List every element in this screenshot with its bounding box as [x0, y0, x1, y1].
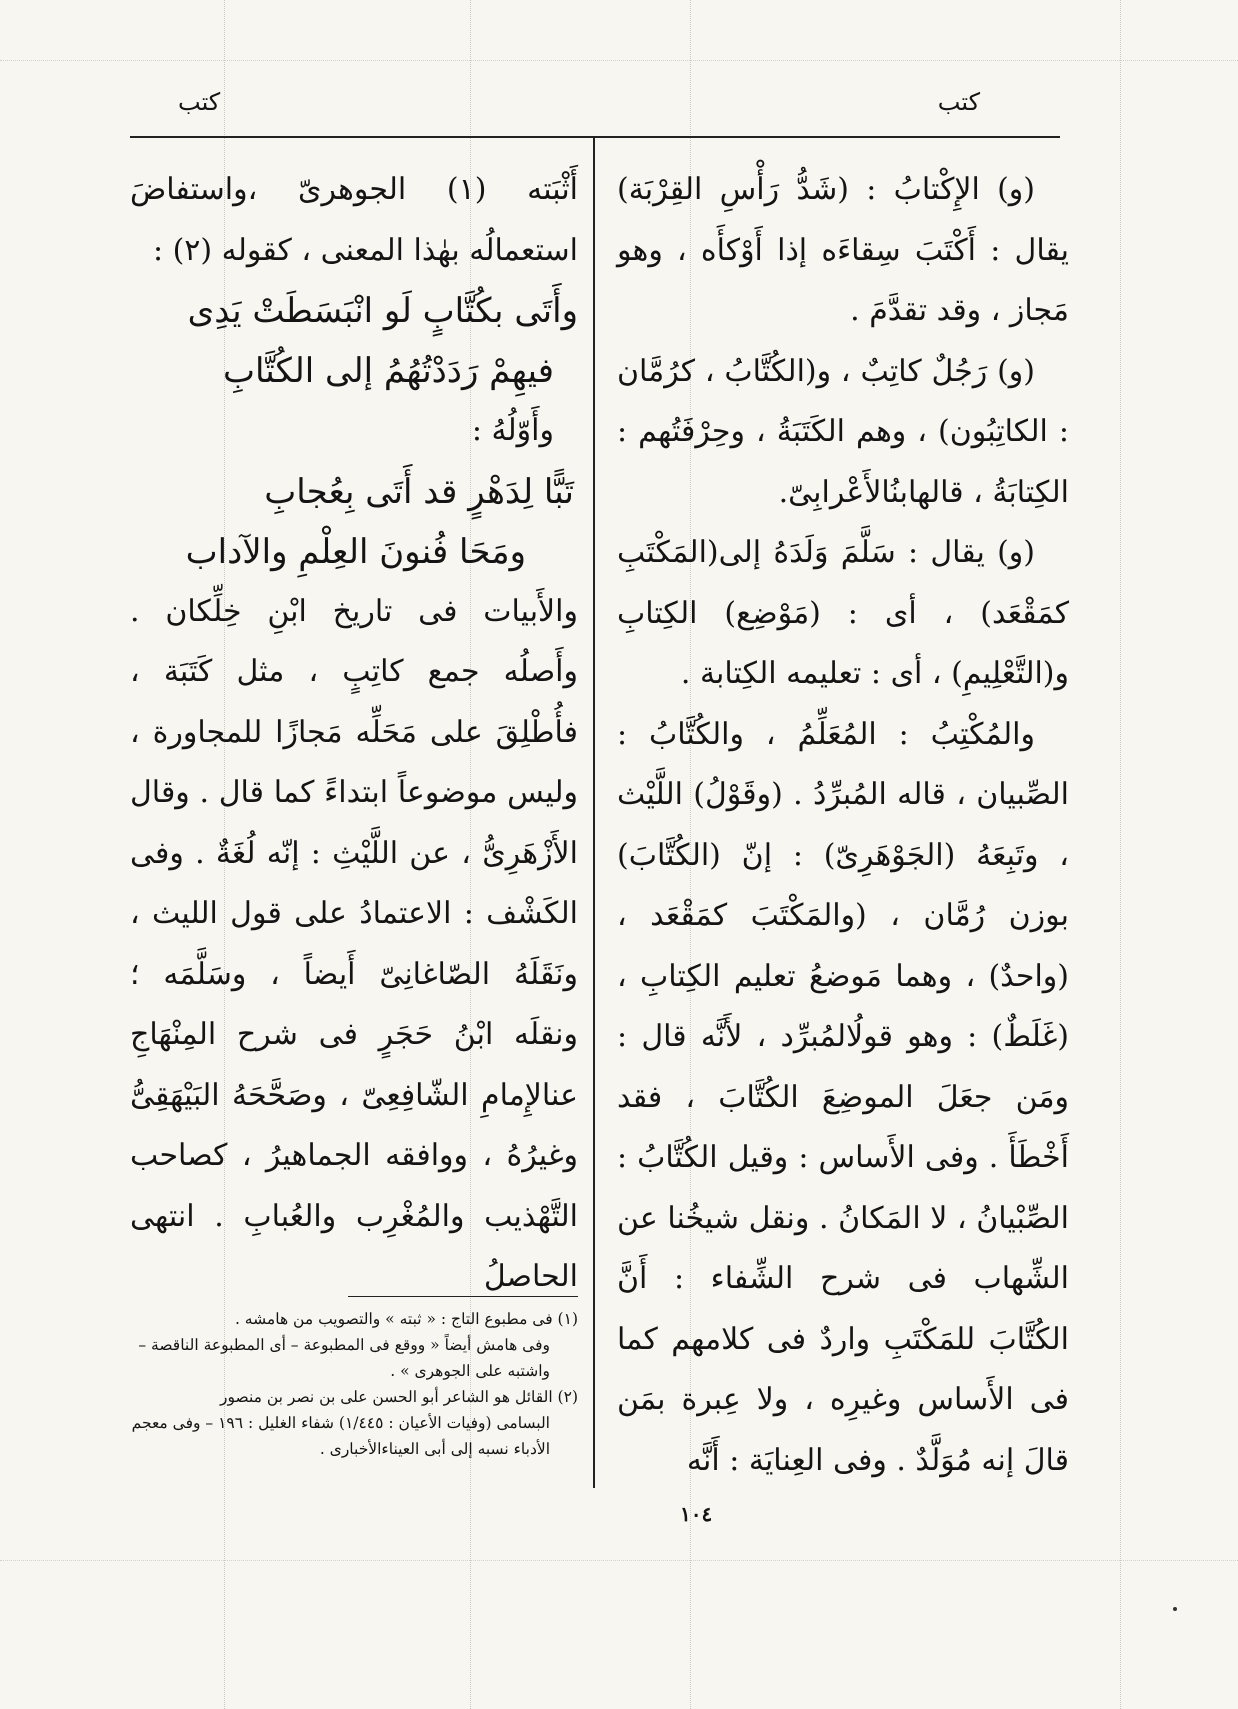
paragraph-iktab: (و) الإِكْتابُ : (شَدُّ رَأْسِ القِرْبَة) يقال : أَكْتَبَ سِقاءَه إذا أَوْكأَه ، وهو مَجاز ، وقد تقدَّمَ .: [617, 172, 1069, 328]
scan-artifact: [0, 1560, 1238, 1561]
left-column: [130, 160, 578, 1308]
running-head-right: كتب: [937, 88, 980, 116]
footnote-rule: [348, 1296, 578, 1297]
footnote-1-continued: وفى هامش أيضاً « ووقع فى المطبوعة – أى المطبوعة الناقصة – واشتبه على الجوهرى » .: [138, 1336, 550, 1380]
verse-line: تَبًّا لِدَهْرٍ قد أَتَى بِعُجابِ: [264, 471, 574, 512]
verse-line: فيهِمْ رَدَدْتُهُمُ إلى الكُتَّابِ: [222, 351, 554, 391]
right-column: [617, 160, 1069, 1491]
paragraph-mukattib: والمُكْتِبُ : المُعَلِّمُ ، والكُتَّابُ : الصِّبيان ، قاله المُبرِّدُ . (وقَوْلُ) اللَّيْث ، وتَبِعَهُ (الجَوْهَرِىّ) : إنّ (الكُتَّابَ) بوزن رُمَّان ، (والمَكْتَبَ كمَقْعَد ، (واحدٌ) ، وهما مَوضعُ تعليم الكِتابِ ، (غَلَطٌ) : وهو قولُالمُبرِّد ، لأَنَّه قال : ومَن جعَلَ الموضِعَ الكُتَّابَ ، فقد أَخْطَأَ . وفى الأَساس : وقيل الكُتَّابُ : الصِّبْيانُ ، لا المَكانُ . ونقل شيخُنا عن الشِّهاب فى شرح الشِّفاء : أَنَّ الكُتَّابَ للمَكْتَبِ واردٌ فى كلامهم كما فى الأَساس وغيرِه ، ولا عِبرة بمَن قالَ إنه مُوَلَّدٌ . وفى العِنايَة : أَنَّه: [617, 716, 1069, 1478]
running-head-left: كتب: [178, 88, 221, 116]
scan-artifact: [1120, 0, 1121, 1709]
header-rule: [130, 136, 1060, 138]
verse-line: وأَتَى بكُتَّابٍ لَو انْبَسَطَتْ يَدِى: [187, 291, 578, 331]
paragraph-intro: أَثْبَته (١) الجوهرىّ ،واستفاضَ استعمالُه بهٰذا المعنى ، كقوله (٢) :: [130, 172, 578, 268]
paragraph-maktab: (و) يقال : سَلَّمَ وَلَدَهُ إلى(المَكْتَبِ كمَقْعَد) ، أى : (مَوْضِع) الكِتابِ و(التَّعْلِيمِ) ، أى : تعليمه الكِتابة .: [617, 535, 1069, 691]
footnotes: [130, 1306, 578, 1462]
footnote-2-continued: البسامى (وفيات الأعيان : ١/٤٤٥) شفاء الغليل : ١٩٦ – وفى معجم الأدباء نسبه إلى أبى العيناءالأخبارى .: [131, 1414, 550, 1458]
footnote-2: (٢) القائل هو الشاعر أبو الحسن على بن نصر بن منصور: [220, 1388, 578, 1406]
footnote-1: (١) فى مطبوع التاج : « ثبته » والتصويب من هامشه .: [234, 1310, 578, 1328]
verse-intro: وأَوّلُهُ :: [471, 413, 554, 448]
paragraph-kuttab-katib: (و) رَجُلٌ كاتِبٌ ، و(الكُتَّابُ ، كرُمَّان : الكاتِبُون) ، وهم الكَتَبَةُ ، وحِرْفَتُهم : الكِتابَةُ ، قالهابنُالأَعْرابِىّ.: [617, 353, 1069, 510]
page-number: ١٠٤: [680, 1502, 713, 1526]
scan-artifact: [0, 60, 1238, 61]
column-divider: [593, 138, 595, 1488]
verse-line: ومَحَا فُنونَ العِلْمِ والآداب: [185, 531, 526, 572]
paragraph-body: والأَبيات فى تاريخ ابْنِ خِلِّكان . وأَصلُه جمع كاتِبٍ ، مثل كَتَبَة ، فأُطْلِقَ على مَحَلِّه مَجازًا للمجاورة ، وليس موضوعاً ابتداءً كما قال . وقال الأَزْهَرِىُّ ، عن اللَّيْثِ : إنّه لُغَةٌ . وفى الكَشْف : الاعتمادُ على قول الليث ، ونَقَلَهُ الصّاغانِىّ أَيضاً ، وسَلَّمَه ؛ ونقلَه ابْنُ حَجَرٍ فى شرح المِنْهَاجِ عنالإِمامِ الشّافِعِىّ ، وصَحَّحَهُ البَيْهَقِىُّ وغيرُهُ ، ووافقه الجماهيرُ ، كصاحب التَّهْذيب والمُغْرِب والعُبابِ . انتهى الحاصلُ: [130, 593, 578, 1294]
scan-dot: [1173, 1607, 1177, 1611]
